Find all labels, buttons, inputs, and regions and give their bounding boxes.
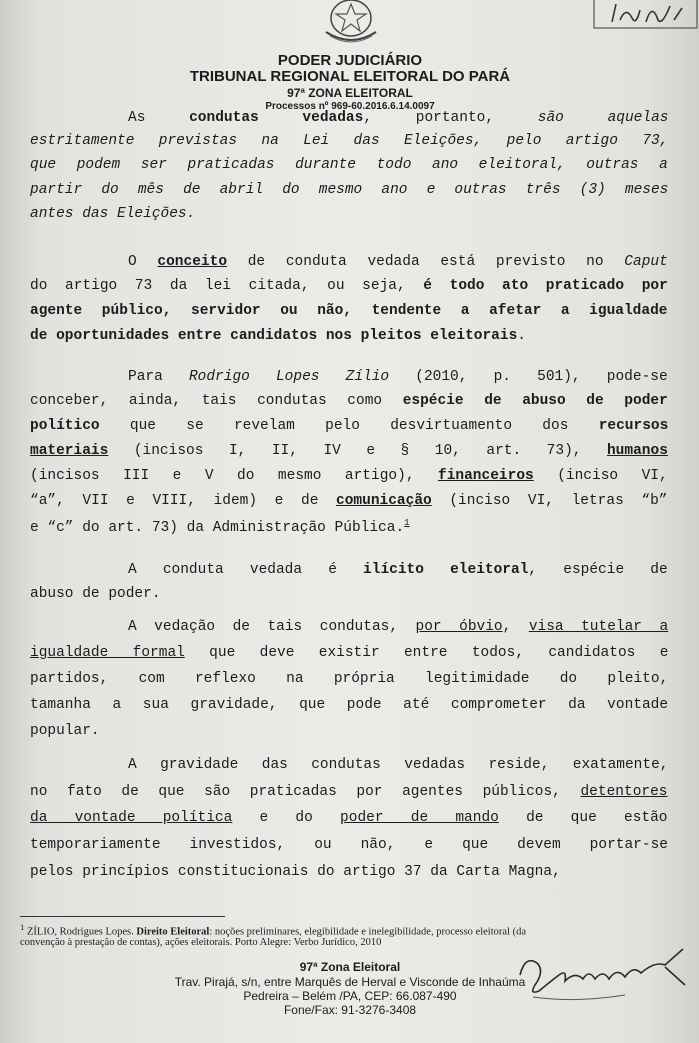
paragraph-3-line xyxy=(30,443,668,459)
paragraph-3-line xyxy=(30,493,668,509)
text-segment: espécie de abuso de poder xyxy=(402,393,668,409)
text-segment: condutas vedadas xyxy=(189,110,364,126)
footer-phone: Fone/Fax: 91-3276-3408 xyxy=(283,1003,417,1017)
text-segment: O xyxy=(128,254,158,270)
text-segment: recursos xyxy=(598,418,669,434)
text-segment: popular. xyxy=(30,723,100,739)
paragraph-1-line xyxy=(30,182,668,198)
text-segment: As xyxy=(128,110,190,126)
text-segment: são aquelas xyxy=(537,110,669,126)
text-segment: Caput xyxy=(624,254,668,270)
text-segment: de conduta vedada está previsto no xyxy=(227,254,625,270)
paragraph-5-line xyxy=(30,645,668,661)
paragraph-1-line xyxy=(30,206,195,222)
paragraph-6-line xyxy=(30,784,668,800)
paragraph-3-line xyxy=(30,518,410,536)
footnote-title: Direito Eleitoral xyxy=(136,926,210,938)
header-court-power: PODER JUDICIÁRIO xyxy=(277,52,423,69)
text-segment: no fato de que são praticadas por agentes públicos, xyxy=(30,784,581,800)
paragraph-6-line xyxy=(30,864,561,880)
paragraph-6-line xyxy=(128,757,668,773)
text-segment: agente público, servidor ou não, tendente a afetar a igualdade xyxy=(30,303,668,319)
text-segment: A gravidade das condutas vedadas reside, exatamente, xyxy=(128,757,669,773)
text-segment: Para xyxy=(128,369,189,385)
text-segment: tamanha a sua gravidade, que pode até comprometer da vontade xyxy=(30,697,669,713)
paragraph-2-line xyxy=(128,254,668,270)
text-segment: (incisos I, II, IV e § 10, art. 73), xyxy=(108,443,607,459)
text-segment: , xyxy=(502,619,529,635)
header-process-number: Processos nº 969-60.2016.6.14.0097 xyxy=(265,101,435,112)
text-segment: , espécie de xyxy=(528,562,668,578)
text-segment: partidos, com reflexo na própria legitimidade do pleito, xyxy=(30,671,669,687)
text-segment: (2010, p. 501), pode-se xyxy=(389,369,668,385)
text-segment: igualdade formal xyxy=(30,645,185,661)
paragraph-1-line xyxy=(30,157,668,173)
text-segment: comunicação xyxy=(336,493,432,509)
text-segment: (inciso VI, xyxy=(533,468,668,484)
text-segment: que deve existir entre todos, candidatos e xyxy=(184,645,669,661)
paragraph-2-line xyxy=(30,328,526,344)
text-segment: estritamente previstas na Lei das Eleições, pelo artigo 73, xyxy=(30,133,669,149)
text-segment: conceber, ainda, tais condutas como xyxy=(30,393,403,409)
footnote-author: ZÍLIO, Rodrigues Lopes. xyxy=(27,926,134,938)
text-segment: A vedação de tais condutas, xyxy=(128,619,416,635)
text-segment: materiais xyxy=(30,443,109,459)
text-segment: visa tutelar a xyxy=(528,619,669,635)
paragraph-3-line xyxy=(30,393,668,409)
text-segment: político xyxy=(30,418,100,434)
paragraph-4-line xyxy=(128,562,668,578)
paragraph-5-line xyxy=(30,723,100,739)
footnote-rest: : noções preliminares, elegibilidade e inelegibilidade, processo eleitoral (da xyxy=(209,926,526,938)
text-segment: 1 xyxy=(404,518,410,528)
paragraph-6-line xyxy=(30,810,668,826)
text-segment: da vontade política xyxy=(30,810,233,826)
text-segment: antes das Eleições. xyxy=(30,206,196,222)
paragraph-3-line xyxy=(30,468,668,484)
text-segment: humanos xyxy=(606,443,668,459)
text-segment: é todo ato praticado por xyxy=(423,278,668,294)
paragraph-4-line xyxy=(30,586,161,602)
page-number-stamp xyxy=(592,0,699,32)
text-segment: A conduta vedada é xyxy=(128,562,364,578)
text-segment: poder de mando xyxy=(340,810,499,826)
text-segment: partir do mês de abril do mesmo ano e outras três (3) meses xyxy=(30,182,669,198)
paragraph-5-line xyxy=(30,697,668,713)
text-segment: ilícito eleitoral xyxy=(363,562,529,578)
text-segment: de que estão xyxy=(498,810,668,826)
text-segment: que se revelam pelo desvirtuamento dos xyxy=(99,418,599,434)
header-zone: 97ª ZONA ELEITORAL xyxy=(287,86,413,100)
footer-city-cep: Pedreira – Belém /PA, CEP: 66.087-490 xyxy=(243,989,457,1003)
text-segment: do artigo 73 da lei citada, ou seja, xyxy=(30,278,424,294)
text-segment: “a”, VII e VIII, idem) e de xyxy=(30,493,337,509)
paragraph-3-line xyxy=(128,369,668,385)
text-segment: (incisos III e V do mesmo artigo), xyxy=(30,468,438,484)
paragraph-2-line xyxy=(30,278,668,294)
text-segment: de oportunidades entre candidatos nos pleitos eleitorais xyxy=(30,328,518,344)
text-segment: conceito xyxy=(157,254,228,270)
text-segment: abuso de poder. xyxy=(30,586,161,602)
text-segment: financeiros xyxy=(438,468,534,484)
text-segment: (inciso VI, letras “b” xyxy=(431,493,668,509)
paragraph-3-line xyxy=(30,418,668,434)
text-segment: e “c” do art. 73) da Administração Pública. xyxy=(30,519,405,536)
paragraph-6-line xyxy=(30,837,668,853)
footer-address: Trav. Pirajá, s/n, entre Marquês de Herval e Visconde de Inhaúma xyxy=(174,975,526,989)
paragraph-5-line xyxy=(30,671,668,687)
footnote-line-1 xyxy=(20,922,680,938)
text-segment: que podem ser praticadas durante todo ano eleitoral, outras a xyxy=(30,157,668,173)
paragraph-5-line xyxy=(128,619,668,635)
footnote-separator xyxy=(20,916,225,917)
text-segment: , portanto, xyxy=(363,110,538,126)
coat-of-arms-emblem xyxy=(318,0,384,44)
footnote-marker: 1 xyxy=(20,922,25,932)
header-court-name: TRIBUNAL REGIONAL ELEITORAL DO PARÁ xyxy=(189,68,511,85)
paragraph-1-line xyxy=(30,133,668,149)
text-segment: por óbvio xyxy=(415,619,503,635)
text-segment: . xyxy=(517,328,526,344)
handwritten-signature xyxy=(515,945,695,1025)
text-segment: pelos princípios constitucionais do artigo 37 da Carta Magna, xyxy=(30,864,561,880)
paragraph-1-line xyxy=(128,110,668,126)
text-segment: Rodrigo Lopes Zílio xyxy=(188,369,390,385)
paragraph-2-line xyxy=(30,303,668,319)
footer-zone: 97ª Zona Eleitoral xyxy=(299,960,401,974)
text-segment: detentores xyxy=(580,784,668,800)
text-segment: e do xyxy=(232,810,341,826)
text-segment: temporariamente investidos, ou não, e que devem portar-se xyxy=(30,837,668,853)
footnote-line-2: convenção à prestação de contas), ações eleitorais. Porto Alegre: Verbo Jurídico, 2010 xyxy=(20,937,382,948)
